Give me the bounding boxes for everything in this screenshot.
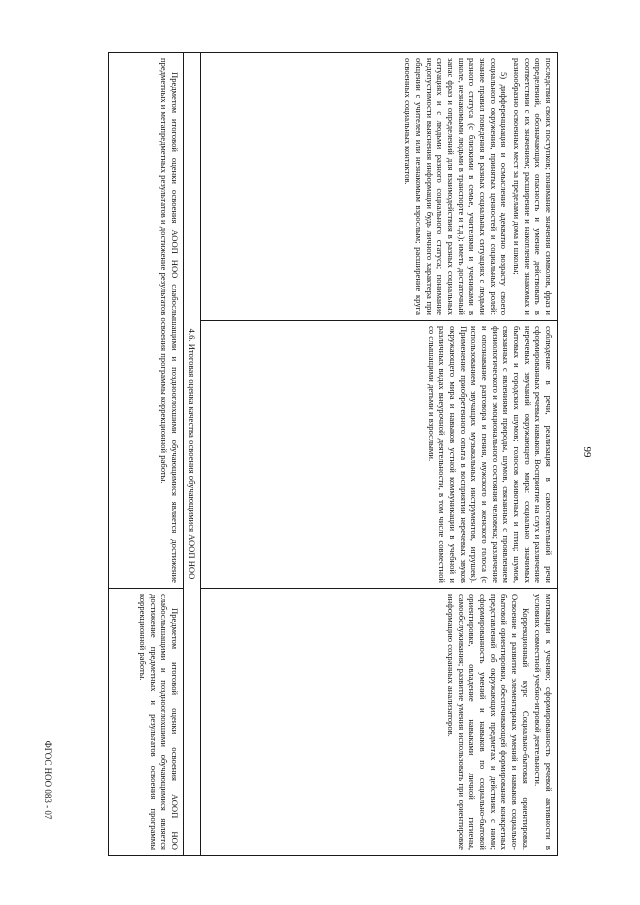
paragraph: последствия своих поступков; понимание значения символов, фраз и определений, обозначающих опасность и умение действовать в соответствии с их значением; расширение и накопление знакомых и разнообразно освоенных мест за пределами дома и школы;: [512, 58, 554, 315]
table-row: [108, 53, 183, 855]
table-cell-column-3: [201, 589, 557, 855]
page-number: 99: [581, 446, 593, 458]
paragraph: Предметом итоговой оценки освоения АООП НОО слабослышащими и позднооглохшими обучающимися является достижение предметных и результатов освоения программы коррекционной работы.: [138, 594, 180, 850]
requirements-table: [108, 52, 558, 856]
paragraph: мотивации к учению; сформированность речевой активности в условиях совместной учебно-игровой деятельности.: [533, 594, 554, 850]
table-cell-column-2: [201, 321, 557, 589]
table-cell-column-1: [201, 53, 557, 321]
table-cell-merged: [108, 53, 183, 589]
paragraph: 5) дифференциация и осмысление адекватно возрасту своего социального окружения, принятых ценностей и социальных ролей: знание правил поведения в разных социальных ситуациях с людьми разного статуса (с близкими в семье, учителями и учениками в школе, незнакомыми людьми в транспорте и т.д.); иметь достаточный запас фраз и определений для взаимодействия в разных социальных ситуациях и с людьми разного социального статуса; понимание недопустимости выяснения информации будь личного характера при общении с учителем или незнакомым взрослым; расширение круга освоенных социальных контактов.: [403, 58, 510, 315]
paragraph: соблюдение в речи, реализация в самостоятельной речи сформированных речевых навыков. Восприятие на слух и различение неречевых звучаний окружающего мира: социально значимых бытовых и городских шумов; голосов животных и птиц; шумов, связанных с явлениями природы, шумов, связанных с проявлением физиологического и эмоционального состояния человека; различение и опознавание разговора и пения, мужского и женского голоса (с использованием звучащих музыкальных инструментов, игрушек). Применение приобретенного опыта в восприятии неречевых звуков окружающего мира и навыков устной коммуникации в учебной и различных видах внеурочной деятельности, в том числе совместной со слышащими детьми и взрослыми.: [426, 326, 554, 583]
paragraph: Предметом итоговой оценки освоения АООП НОО слабослышащими и позднооглохшими обучающимися является достижение предметных и метапредметных результатов и достижение результатов освоения программы коррекционной работы.: [159, 58, 180, 583]
requirements-table-content: [108, 52, 558, 856]
table-row: [200, 53, 557, 855]
table-cell-column-3: [108, 589, 183, 855]
paragraph: Коррекционный курс Социально-бытовая ориентировка. Освоение и развитие элементарных умений и навыков социально-бытовой ориентировки, обеспечивающей формирование конкретных представлений об окружающих предметах и действиях с ними; сформированность умений и навыков по социально-бытовой ориентировке, овладение навыками личной гигиены, самообслуживания; развитие умения использовать при ориентировке информацию сохранных анализаторов.: [446, 594, 531, 850]
section-heading: 4.6. Итоговая оценка качества освоения обучающимися АООП НОО: [183, 53, 200, 855]
footer-code: ФГОС НОО 083 - 07: [43, 740, 53, 820]
